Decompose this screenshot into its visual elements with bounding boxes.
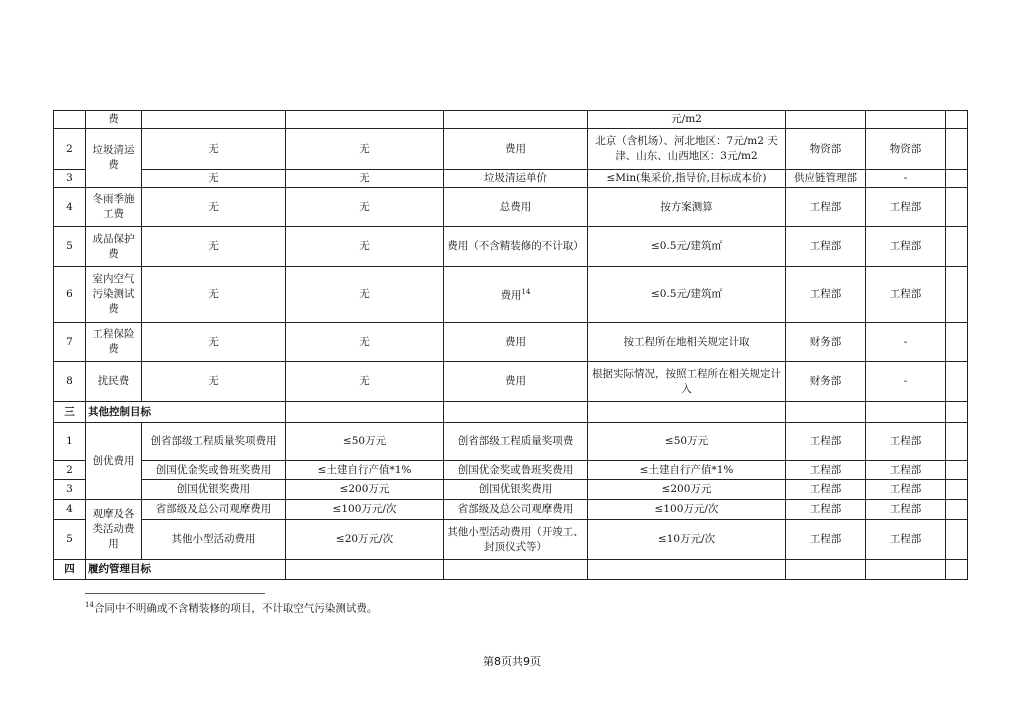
row-number: 3 [54,480,86,500]
cell: ≤200万元 [286,480,444,500]
cell: 工程部 [786,188,866,227]
cost-control-table [53,110,968,580]
cell [786,560,866,580]
footnote-divider [85,593,265,594]
item-name: 冬雨季施工费 [86,188,142,227]
cell: 费用 [444,323,588,362]
cell: 其他小型活动费用 [142,520,286,560]
cell: ≤50万元 [588,423,786,461]
item-name: 工程保险费 [86,323,142,362]
cell: 费用 [444,129,588,170]
cell: 物资部 [866,129,946,170]
table-row [54,188,968,227]
table-row [54,362,968,402]
cell: 垃圾清运单价 [444,170,588,188]
table-row [54,520,968,560]
row-number: 5 [54,227,86,267]
cell: 省部级及总公司观摩费用 [142,500,286,520]
cell: - [866,323,946,362]
cell: ≤0.5元/建筑㎡ [588,227,786,267]
cell: 工程部 [786,500,866,520]
cell: 无 [142,227,286,267]
cell: 工程部 [786,423,866,461]
footnote-text: 合同中不明确或不含精装修的项目，不计取空气污染测试费。 [93,602,378,615]
row-number: 3 [54,170,86,188]
cell: 工程部 [786,227,866,267]
cell: 创国优金奖或鲁班奖费用 [142,461,286,480]
cell: 无 [142,170,286,188]
cell: 其他小型活动费用（开竣工、封顶仪式等） [444,520,588,560]
cell: 工程部 [866,500,946,520]
item-name: 费 [86,111,142,129]
cell [444,402,588,423]
cell: 无 [286,227,444,267]
cell [946,111,968,129]
cell [286,111,444,129]
section-number: 三 [54,402,86,423]
cell: 创国优银奖费用 [444,480,588,500]
cell: 根据实际情况，按照工程所在相关规定计入 [588,362,786,402]
cell [588,402,786,423]
cell [866,560,946,580]
cell: 创国优金奖或鲁班奖费用 [444,461,588,480]
cell [946,520,968,560]
cell: ≤200万元 [588,480,786,500]
cell [946,500,968,520]
row-number: 1 [54,423,86,461]
cell: 工程部 [786,267,866,323]
row-number: 4 [54,188,86,227]
table-row [54,500,968,520]
cell: 元/m2 [588,111,786,129]
row-number [54,111,86,129]
cell: ≤50万元 [286,423,444,461]
group-label: 创优费用 [86,423,142,500]
cell: 北京（含机场）、河北地区：7元/m2 天津、山东、山西地区：3元/m2 [588,129,786,170]
cell [786,111,866,129]
cell: 工程部 [866,227,946,267]
cell [946,362,968,402]
cell: ≤20万元/次 [286,520,444,560]
cell: 无 [286,267,444,323]
cell: 工程部 [866,267,946,323]
table-row [54,423,968,461]
cell: ≤100万元/次 [286,500,444,520]
cell: 工程部 [786,461,866,480]
section-row [54,560,968,580]
section-row [54,402,968,423]
cell: 无 [142,129,286,170]
section-title: 其他控制目标 [86,402,286,423]
table-row [54,111,968,129]
cell: 物资部 [786,129,866,170]
cell [286,560,444,580]
cell [946,188,968,227]
cell: 创省部级工程质量奖项费用 [142,423,286,461]
row-number: 6 [54,267,86,323]
cell: 工程部 [866,480,946,500]
cell: 工程部 [866,520,946,560]
cell: ≤Min(集采价,指导价,目标成本价) [588,170,786,188]
cell [946,461,968,480]
cell [946,402,968,423]
row-number: 4 [54,500,86,520]
row-number: 7 [54,323,86,362]
footnote-ref: 14 [521,288,531,297]
cell: 无 [142,323,286,362]
cell: ≤土建自行产值*1% [588,461,786,480]
cell: 按工程所在地相关规定计取 [588,323,786,362]
row-number: 2 [54,129,86,170]
cell: 无 [286,362,444,402]
cell: 工程部 [786,520,866,560]
table-row [54,323,968,362]
cell [946,480,968,500]
cell [786,402,866,423]
table-row [54,227,968,267]
cell: ≤10万元/次 [588,520,786,560]
row-number: 2 [54,461,86,480]
item-name: 垃圾清运费 [86,129,142,188]
footnote-mark: 14 [85,601,94,609]
item-name: 成品保护费 [86,227,142,267]
cell [286,402,444,423]
cell: 供应链管理部 [786,170,866,188]
cell: 工程部 [866,188,946,227]
cell [866,402,946,423]
cell [444,560,588,580]
cell: 费用 [444,362,588,402]
cell: 工程部 [786,480,866,500]
cell: 财务部 [786,323,866,362]
cell: 无 [142,362,286,402]
cell: ≤100万元/次 [588,500,786,520]
cell [444,267,588,323]
cell [588,560,786,580]
footnote [85,598,377,616]
cell [946,323,968,362]
cell: - [866,362,946,402]
cell: ≤0.5元/建筑㎡ [588,267,786,323]
item-name: 室内空气污染测试费 [86,267,142,323]
cell [444,111,588,129]
cell [946,267,968,323]
group-label: 观摩及各类活动费用 [86,500,142,560]
cell [946,129,968,170]
cell: 费用（不含精装修的不计取） [444,227,588,267]
cell: 无 [142,267,286,323]
cell: 无 [286,188,444,227]
cell: ≤土建自行产值*1% [286,461,444,480]
cell [946,170,968,188]
cell: 创国优银奖费用 [142,480,286,500]
row-number: 5 [54,520,86,560]
cell: 省部级及总公司观摩费用 [444,500,588,520]
cell [946,227,968,267]
item-name: 扰民费 [86,362,142,402]
page-number: 第8页共9页 [483,655,541,668]
cell: 按方案测算 [588,188,786,227]
cell: 创省部级工程质量奖项费 [444,423,588,461]
cell: 无 [142,188,286,227]
table-row [54,129,968,170]
cell: 无 [286,129,444,170]
cell: 无 [286,323,444,362]
cell [946,423,968,461]
cell [946,560,968,580]
section-title: 履约管理目标 [86,560,286,580]
table-row [54,480,968,500]
cell: - [866,170,946,188]
cell: 工程部 [866,461,946,480]
cell: 财务部 [786,362,866,402]
section-number: 四 [54,560,86,580]
table-row [54,170,968,188]
cell [866,111,946,129]
table-row [54,267,968,323]
cell [142,111,286,129]
cell: 无 [286,170,444,188]
cell-text: 费用 [500,289,522,302]
cell: 总费用 [444,188,588,227]
row-number: 8 [54,362,86,402]
cell: 工程部 [866,423,946,461]
table-row [54,461,968,480]
